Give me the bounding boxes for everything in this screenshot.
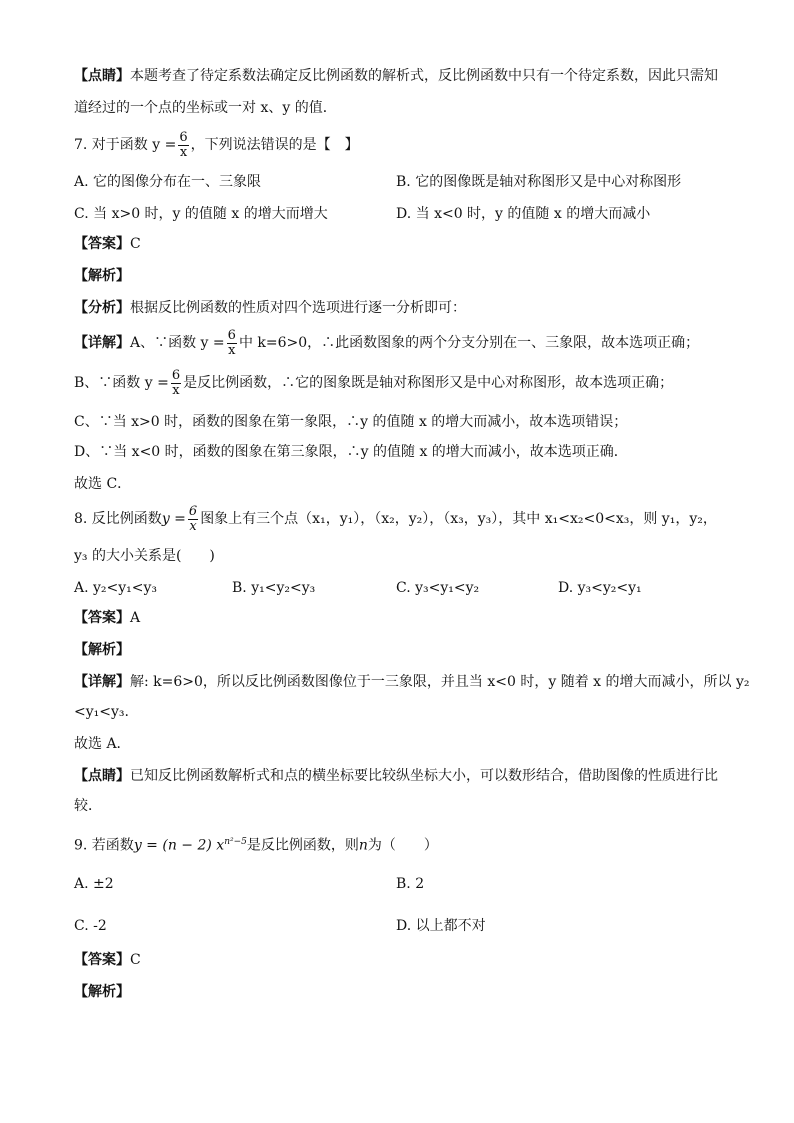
question-7-options-row-1 — [74, 172, 720, 192]
detail-a-post: 中 k=6>0，∴此函数图象的两个分支分别在一、三象限，故本选项正确； — [238, 335, 700, 351]
choose-line-8 — [74, 734, 720, 754]
fraction-6-over-x — [178, 131, 188, 160]
dianjing-8a-text: 已知反比例函数解析式和点的横坐标要比较纵坐标大小，可以数形结合，借助图像的性质进行比 — [130, 768, 718, 784]
fraction-denominator: x — [179, 144, 188, 160]
detail-line-8b — [74, 702, 720, 722]
option-c: C. 当 x>0 时，y 的值随 x 的增大而增大 — [74, 206, 328, 222]
fraction-numerator: 6 — [171, 367, 181, 383]
analysis-tag: 【解析】 — [74, 268, 130, 284]
question-9-options-row-2 — [74, 916, 720, 936]
detail-a-pre: A、∵函数 y = — [130, 335, 225, 351]
dianjing-text-1: 本题考查了待定系数法确定反比例函数的解析式，反比例函数中只有一个待定系数，因此只需知 — [130, 68, 718, 84]
detail-c-text: C、∵当 x>0 时，函数的图象在第一象限，∴y 的值随 x 的增大而减小，故本选项错误； — [74, 414, 628, 430]
choose-line-7 — [74, 474, 720, 494]
detail-d-text: D、∵当 x<0 时，函数的图象在第三象限，∴y 的值随 x 的增大而减小，故本选项正确． — [74, 444, 628, 460]
answer-tag: 【答案】 — [74, 236, 130, 252]
dianjing-line-2 — [74, 98, 720, 118]
analysis-tag: 【解析】 — [74, 642, 130, 658]
question-9-exponent: n²−5 — [224, 837, 247, 847]
option-d: D. y₃<y₂<y₁ — [558, 580, 642, 596]
option-c: C. y₃<y₁<y₂ — [396, 580, 480, 596]
analysis-tag: 【解析】 — [74, 984, 130, 1000]
question-8-line-2 — [74, 546, 720, 566]
fraction-numerator: 6 — [179, 129, 188, 145]
detail-line-c — [74, 412, 720, 432]
question-7-prefix: 7. 对于函数 y = — [74, 137, 177, 153]
answer-tag: 【答案】 — [74, 610, 130, 626]
fraction-6-over-x — [171, 369, 181, 398]
question-9-options-row-1 — [74, 874, 720, 894]
answer-value: A — [130, 610, 141, 626]
answer-line-9 — [74, 950, 720, 970]
fraction-6-over-x — [188, 505, 198, 534]
dianjing-tag: 【点睛】 — [74, 68, 130, 84]
fraction-6-over-x — [227, 329, 237, 358]
detail-8a-text: 解: k=6>0，所以反比例函数图像位于一三象限，并且当 x<0 时，y 随着 x 的增大而减小，所以 y₂ — [130, 674, 750, 690]
question-8-prefix: 8. 反比例函数 — [74, 511, 162, 527]
dianjing-line-8a — [74, 766, 720, 786]
answer-value: C — [130, 952, 141, 968]
question-8-options — [74, 578, 720, 598]
detail-tag: 【详解】 — [74, 674, 130, 690]
choose-text: 故选 A． — [74, 736, 131, 752]
detail-line-8a — [74, 672, 750, 692]
fraction-denominator: x — [189, 518, 197, 534]
choose-text: 故选 C． — [74, 476, 132, 492]
option-b: B. 它的图像既是轴对称图形又是中心对称图形 — [396, 174, 682, 190]
option-a: A. ±2 — [74, 876, 114, 892]
answer-value: C — [130, 236, 141, 252]
question-8-stem — [74, 504, 720, 534]
fenxi-tag: 【分析】 — [74, 300, 130, 316]
detail-line-b — [74, 368, 720, 398]
question-7-options-row-2 — [74, 204, 720, 224]
detail-b-post: 是反比例函数，∴它的图象既是轴对称图形又是中心对称图形，故本选项正确； — [183, 375, 674, 391]
question-9-formula: y = (n − 2) x — [133, 837, 225, 854]
option-c: C. -2 — [74, 918, 107, 934]
question-9-prefix: 9. 若函数 — [74, 837, 134, 854]
dianjing-tag: 【点睛】 — [74, 768, 130, 784]
dianjing-text-2: 道经过的一个点的坐标或一对 x、y 的值． — [74, 100, 337, 116]
question-9-suffix: 是反比例函数，则 — [246, 837, 359, 854]
answer-line-7 — [74, 234, 720, 254]
question-7-stem — [74, 130, 720, 160]
variable-n: n — [358, 837, 368, 854]
fraction-numerator: 6 — [227, 327, 236, 343]
option-a: A. y₂<y₁<y₃ — [74, 580, 158, 596]
question-7-suffix: ，下列说法错误的是【 】 — [190, 137, 359, 153]
option-b: B. y₁<y₂<y₃ — [232, 580, 316, 596]
option-a: A. 它的图像分布在一、三象限 — [74, 174, 262, 190]
fraction-denominator: x — [172, 382, 180, 398]
question-9-suffix2: 为（ ） — [367, 837, 438, 854]
detail-line-a — [74, 328, 720, 358]
option-d: D. 以上都不对 — [396, 918, 486, 934]
dianjing-8b-text: 较． — [74, 798, 102, 814]
function-y: y = — [161, 511, 186, 527]
question-8-mid: 图象上有三个点（x₁，y₁），（x₂，y₂），（x₃，y₃），其中 x₁<x₂<0<x₃，则 y₁，y₂， — [200, 511, 717, 527]
fraction-numerator: 6 — [188, 503, 198, 519]
detail-b-pre: B、∵函数 y = — [74, 375, 169, 391]
analysis-line-9 — [74, 982, 720, 1002]
question-9-stem — [74, 830, 720, 858]
fenxi-text: 根据反比例函数的性质对四个选项进行逐一分析即可： — [130, 300, 466, 316]
option-b: B. 2 — [396, 876, 425, 892]
fraction-denominator: x — [228, 342, 236, 358]
detail-8b-text: <y₁<y₃. — [74, 704, 129, 720]
dianjing-line-8b — [74, 796, 720, 816]
question-8-line2-text: y₃ 的大小关系是( ) — [74, 548, 215, 564]
dianjing-line-1 — [74, 66, 720, 86]
detail-line-d — [74, 442, 720, 462]
answer-tag: 【答案】 — [74, 952, 130, 968]
analysis-line-8 — [74, 640, 720, 660]
analysis-line-7 — [74, 266, 720, 286]
detail-tag: 【详解】 — [74, 335, 130, 351]
option-d: D. 当 x<0 时，y 的值随 x 的增大而减小 — [396, 206, 651, 222]
answer-line-8 — [74, 608, 720, 628]
fenxi-line-7 — [74, 298, 720, 318]
